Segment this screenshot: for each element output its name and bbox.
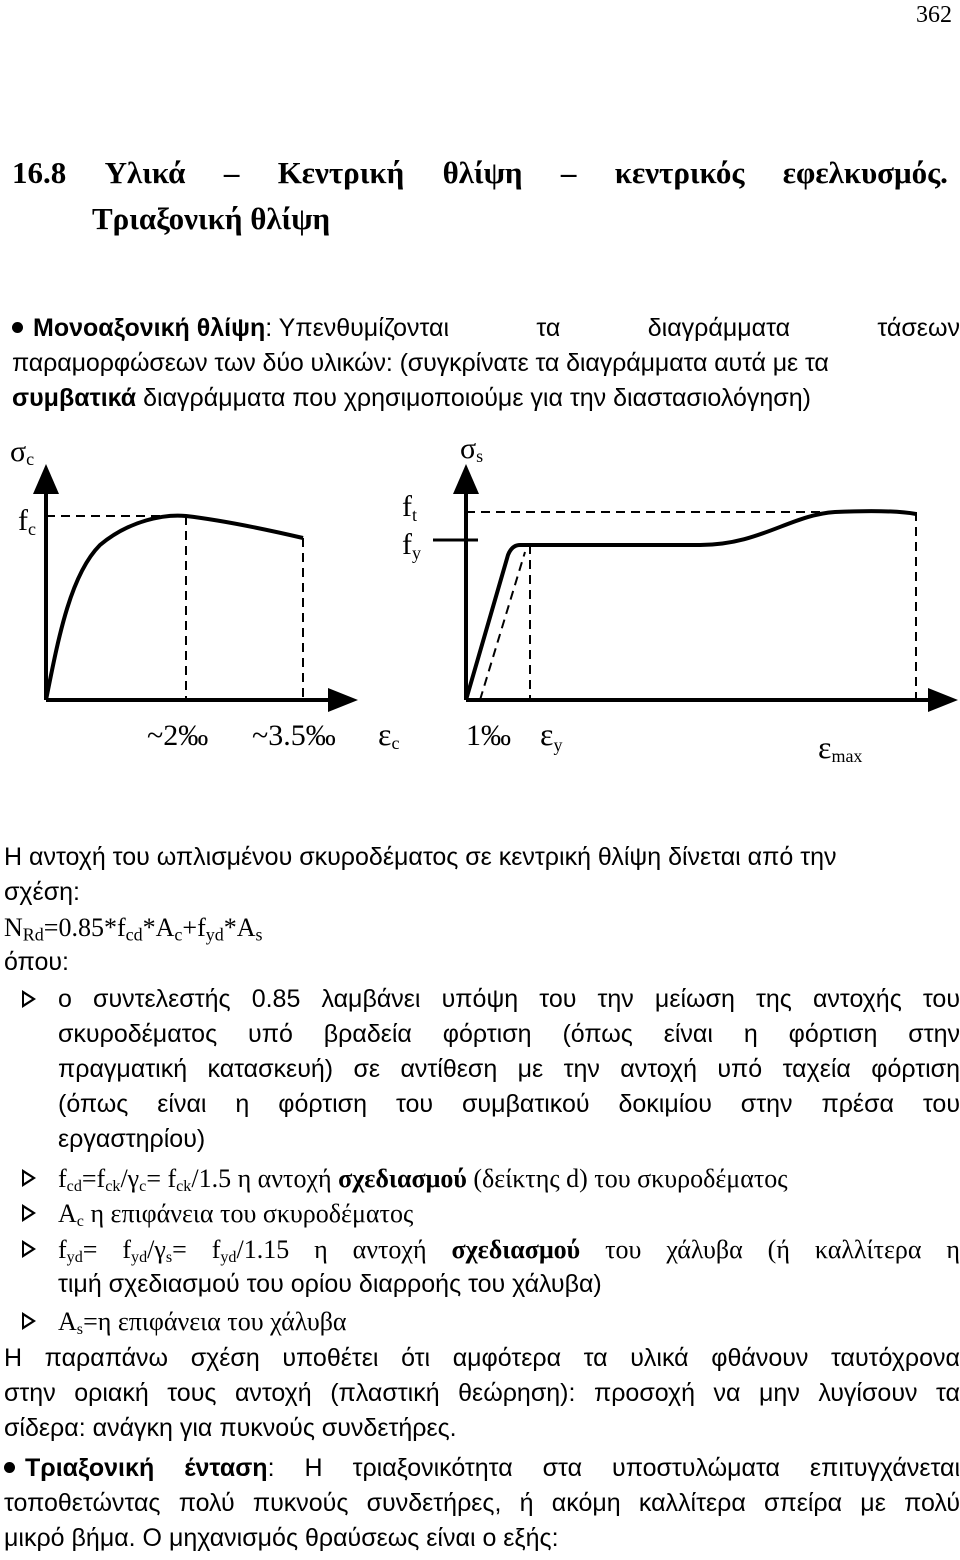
text: στην οριακή τους αντοχή (πλαστική θεώρηση): προσοχή να μην λυγίσουν τα: [4, 1379, 960, 1407]
text: εργαστηρίου): [58, 1125, 206, 1153]
triaxial-line-1: Τριαξονική ένταση: Η τριαξονικότητα στα υποστυλώματα επιτυγχάνεται: [4, 1451, 960, 1486]
list-item-ac: $A_c$ η επιφάνεια του σκυροδέματος: [22, 1196, 960, 1232]
list-item-fcd: $f_{cd}=f_{ck}/\gamma_c= f_{ck}/1.5$ η αντοχή σχεδιασμού (δείκτης d) του σκυροδέματος: [22, 1161, 960, 1197]
arrow-bullet-icon: [22, 1204, 36, 1222]
heading-word: θλίψη: [442, 155, 523, 190]
heading-word: εφελκυσμός.: [782, 155, 948, 190]
fy-label: fy: [402, 528, 421, 563]
where-label: όπου:: [4, 948, 69, 976]
heading-dash: –: [560, 155, 577, 190]
strength-paragraph: [4, 840, 960, 910]
note-paragraph: [4, 1341, 960, 1446]
heading-word: Υλικά: [104, 155, 186, 190]
strength-line-1: Η αντοχή του ωπλισμένου σκυροδέματος σε κεντρική θλίψη δίνεται από την: [4, 843, 837, 871]
heading-word: Κεντρική: [277, 155, 405, 190]
triaxial-paragraph: [4, 1451, 960, 1556]
text: Η παραπάνω σχέση υποθέτει ότι αμφότερα τα υλικά φθάνουν ταυτόχρονα: [4, 1344, 960, 1372]
strength-line-2: σχέση:: [4, 878, 80, 906]
heading-line-2: Τριαξονική θλίψη: [92, 201, 331, 236]
text: (όπως είναι η φόρτιση του συμβατικού δοκιμίου στην πρέσα του: [58, 1090, 960, 1118]
epsilon-y-label: εy: [540, 716, 563, 755]
fc-label: fc: [18, 504, 36, 539]
epsilon-max-label: εmax: [818, 729, 863, 766]
strain-3-5-permille-label: ~3.5‰: [252, 719, 336, 752]
concrete-diagram: [33, 464, 358, 712]
steel-diagram: [433, 464, 958, 712]
text: σίδερα: ανάγκη για πυκνούς συνδετήρες.: [4, 1414, 457, 1442]
uniaxial-term: Μονοαξονική θλίψη: [33, 314, 266, 342]
text: σκυροδέματος υπό βραδεία φόρτιση (όπως είναι η φόρτιση στην: [58, 1020, 960, 1048]
text: ο συντελεστής 0.85 λαμβάνει υπόψη του την μείωση της αντοχής του: [58, 985, 960, 1013]
arrow-bullet-icon: [22, 1240, 36, 1258]
uniaxial-line-1: [12, 311, 960, 346]
text: τιμή σχεδιασμού του ορίου διαρροής του χάλυβα): [58, 1270, 602, 1298]
steel-curve: [466, 511, 916, 700]
list-item-fyd: $f_{yd}= f_{yd}/\gamma_s= f_{yd}/1.15$ η αντοχή σχεδιασμού του χάλυβα (ή καλλίτερα η τιμή σχεδιασμού του ορίου διαρροής του χάλυβα): [22, 1232, 960, 1302]
text: πραγματική κατασκευή) σε αντίθεση με την αντοχή υπό ταχεία φόρτιση: [58, 1055, 960, 1083]
arrow-right-icon: [328, 688, 358, 712]
strength-formula: $N_{Rd}=0.85*f_{cd}*A_c+f_{yd}*A_s$: [4, 913, 263, 945]
stress-strain-diagrams: [0, 420, 960, 780]
strain-2-permille-label: ~2‰: [147, 719, 209, 752]
uniaxial-paragraph: [12, 311, 960, 416]
bullet-icon: [12, 322, 23, 333]
epsilon-c-label: εc: [378, 716, 400, 753]
section-number: 16.8: [12, 155, 67, 190]
text: τοποθετώντας πολύ πυκνούς συνδετήρες, ή ακόμη καλλίτερα σπείρα με πολύ: [4, 1489, 960, 1517]
text: μικρό βήμα. Ο μηχανισμός θραύσεως είναι ο εξής:: [4, 1524, 559, 1552]
sigma-c-label: σc: [10, 435, 35, 469]
arrow-bullet-icon: [22, 1312, 36, 1330]
list-item-as: $A_s=\eta$ επιφάνεια του χάλυβα: [22, 1304, 960, 1340]
arrow-bullet-icon: [22, 1169, 36, 1187]
list-item-coefficient: [22, 982, 960, 1157]
heading-word: κεντρικός: [614, 155, 745, 190]
page-number: 362: [916, 2, 952, 28]
arrow-bullet-icon: [22, 990, 36, 1008]
section-heading: [12, 150, 948, 242]
heading-dash: –: [223, 155, 240, 190]
conventional-term: συμβατικά: [12, 384, 137, 412]
arrow-up-icon: [453, 464, 479, 494]
text: διαγράμματα που χρησιμοποιούμε για την διαστασιολόγηση): [136, 384, 811, 412]
ft-label: ft: [402, 490, 418, 525]
uniaxial-line-3: [12, 381, 960, 416]
text: τα: [536, 314, 561, 342]
triaxial-term: Τριαξονική ένταση: [25, 1454, 268, 1482]
concrete-curve: [46, 516, 303, 700]
text: διαγράμματα: [647, 314, 791, 342]
arrow-right-icon: [928, 688, 958, 712]
strain-1-permille-label: 1‰: [466, 719, 511, 752]
bullet-icon: [4, 1462, 15, 1473]
arrow-up-icon: [33, 464, 59, 494]
uniaxial-line-2: παραμορφώσεων των δύο υλικών: (συγκρίνατε τα διαγράμματα αυτά με τα: [12, 349, 829, 377]
text: : Υπενθυμίζονται: [265, 314, 450, 342]
text: τάσεων: [877, 314, 960, 342]
sigma-s-label: σs: [460, 432, 484, 466]
